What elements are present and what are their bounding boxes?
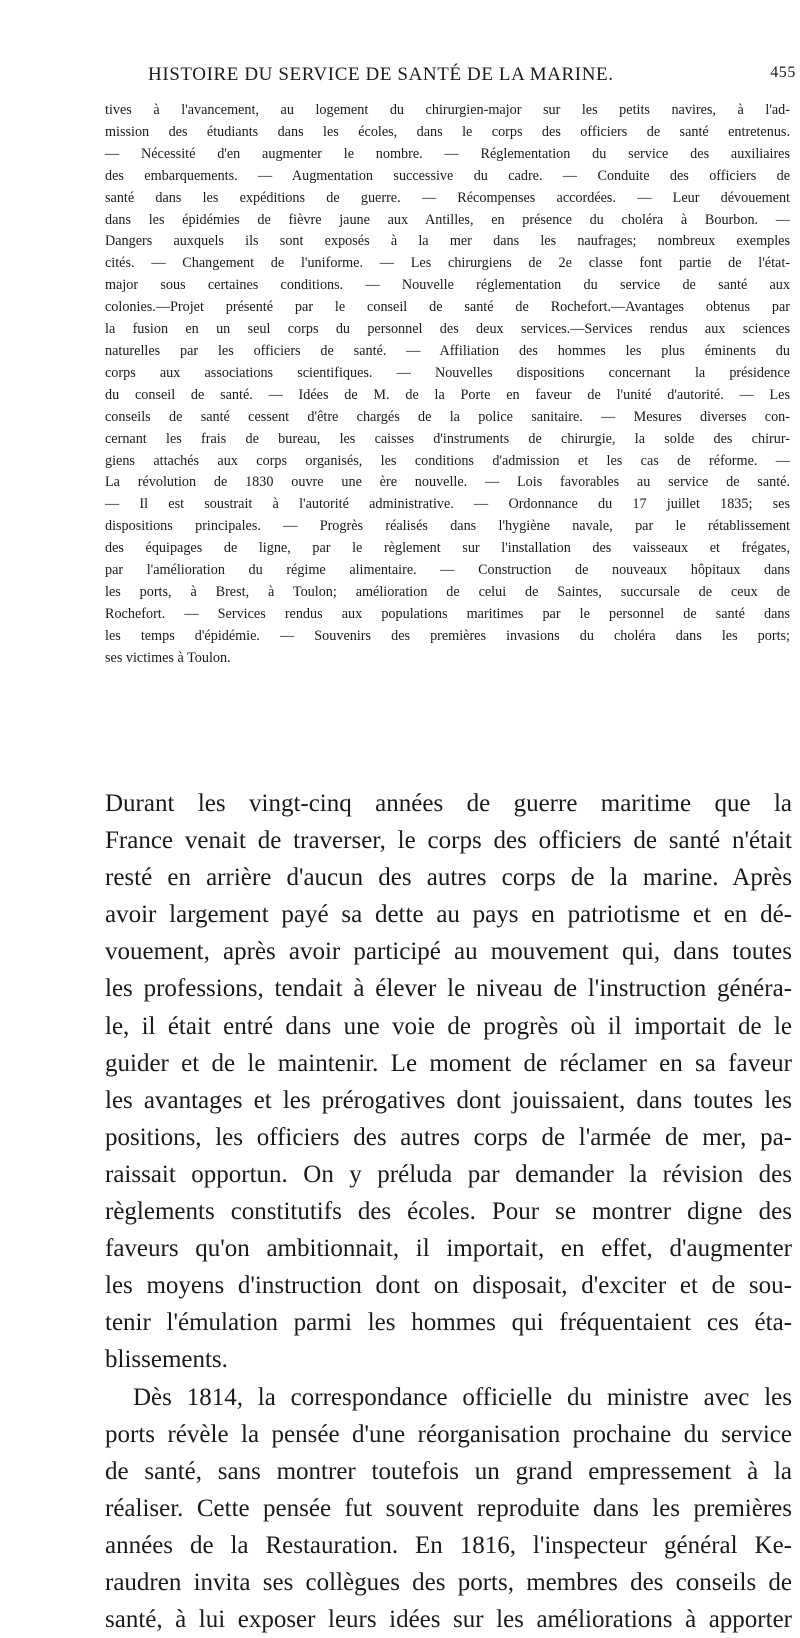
body-line: France venait de traverser, le corps des officiers de santé n'était — [105, 827, 792, 855]
body-line: positions, les officiers des autres corps de l'armée de mer, pa- — [105, 1123, 792, 1151]
summary-line: santé dans les expéditions de guerre. — Récompenses accordées. — Leur dévouement — [105, 189, 790, 206]
body-line: resté en arrière d'aucun des autres corps de la marine. Après — [105, 864, 792, 892]
body-line: ports révèle la pensée d'une réorganisation prochaine du service — [105, 1420, 792, 1448]
summary-line: les ports, à Brest, à Toulon; amélioration de celui de Saintes, succursale de ceux de — [105, 583, 790, 600]
summary-line: la fusion en un seul corps du personnel des deux services.—Services rendus aux sciences — [105, 321, 790, 338]
body-line: les professions, tendait à élever le niveau de l'instruction généra- — [105, 975, 792, 1003]
body-line: Durant les vingt-cinq années de guerre maritime que la — [105, 790, 792, 817]
summary-line: Dangers auxquels ils sont exposés à la mer dans les naufrages; nombreux exemples — [105, 233, 790, 250]
summary-line: corps aux associations scientifiques. — Nouvelles dispositions concernant la présidence — [105, 364, 790, 381]
summary-line: du conseil de santé. — Idées de M. de la Porte en faveur de l'unité d'autorité. — Les — [105, 386, 790, 403]
summary-line: cernant les frais de bureau, les caisses d'instruments de chirurgie, la solde des chirur- — [105, 430, 790, 447]
body-line: les avantages et les prérogatives dont jouissaient, dans toutes les — [105, 1086, 792, 1114]
page-number: 455 — [770, 64, 796, 81]
summary-line: colonies.—Projet présenté par le conseil de santé de Rochefort.—Avantages obtenus par — [105, 299, 790, 316]
body-line: blissements. — [105, 1346, 228, 1374]
summary-line: cités. — Changement de l'uniforme. — Les chirurgiens de 2e classe font partie de l'état- — [105, 255, 790, 272]
body-line: le, il était entré dans une voie de progrès où il importait de le — [105, 1012, 792, 1040]
body-line: années de la Restauration. En 1816, l'inspecteur général Ke- — [105, 1531, 792, 1559]
summary-line: dispositions principales. — Progrès réalisés dans l'hygiène navale, par le rétablissement — [105, 518, 790, 535]
running-head — [148, 64, 796, 90]
summary-line: — Il est soustrait à l'autorité administrative. — Ordonnance du 17 juillet 1835; ses — [105, 496, 790, 513]
summary-line: par l'amélioration du régime alimentaire. — Construction de nouveaux hôpitaux dans — [105, 562, 790, 579]
main-text — [105, 785, 792, 1638]
summary-line: giens attachés aux corps organisés, les conditions d'admission et les cas de réforme. — — [105, 452, 790, 469]
summary-line: les temps d'épidémie. — Souvenirs des premières invasions du choléra dans les ports; — [105, 627, 790, 644]
body-line: tenir l'émulation parmi les hommes qui fréquentaient ces éta- — [105, 1309, 792, 1337]
body-line: réaliser. Cette pensée fut souvent reproduite dans les premières — [105, 1494, 792, 1522]
body-line: faveurs qu'on ambitionnait, il importait, en effet, d'augmenter — [105, 1235, 792, 1263]
body-line: les moyens d'instruction dont on disposait, d'exciter et de sou- — [105, 1272, 792, 1300]
body-line: raudren invita ses collègues des ports, membres des conseils de — [105, 1568, 792, 1596]
summary-line: conseils de santé cessent d'être chargés de la police sanitaire. — Mesures diverses con- — [105, 408, 790, 425]
body-line: santé, à lui exposer leurs idées sur les améliorations à apporter — [105, 1606, 792, 1634]
body-line: règlements constitutifs des écoles. Pour se montrer digne des — [105, 1198, 792, 1226]
summary-line: naturelles par les officiers de santé. — Affiliation des hommes les plus éminents du — [105, 342, 790, 359]
summary-line: Rochefort. — Services rendus aux populations maritimes par le personnel de santé dans — [105, 605, 790, 622]
summary-line: ses victimes à Toulon. — [105, 649, 231, 666]
summary-line: La révolution de 1830 ouvre une ère nouvelle. — Lois favorables au service de santé. — [105, 474, 790, 491]
body-line: guider et de le maintenir. Le moment de réclamer en sa faveur — [105, 1049, 792, 1077]
body-line: avoir largement payé sa dette au pays en patriotisme et en dé- — [105, 901, 792, 929]
summary-line: major sous certaines conditions. — Nouvelle réglementation du service de santé aux — [105, 277, 790, 294]
summary-line: — Nécessité d'en augmenter le nombre. — Réglementation du service des auxiliaires — [105, 145, 790, 162]
body-line: raissait opportun. On y préluda par demander la révision des — [105, 1160, 792, 1188]
summary-line: des équipages de ligne, par le règlement sur l'installation des vaisseaux et frégates, — [105, 540, 790, 557]
body-line: vouement, après avoir participé au mouvement qui, dans toutes — [105, 938, 792, 966]
summary-line: tives à l'avancement, au logement du chirurgien-major sur les petits navires, à l'ad- — [105, 102, 790, 118]
body-line: Dès 1814, la correspondance officielle du ministre avec les — [133, 1383, 792, 1411]
summary-line: dans les épidémies de fièvre jaune aux Antilles, en présence du choléra à Bourbon. — — [105, 211, 790, 228]
body-line: de santé, sans montrer toutefois un grand empressement à la — [105, 1457, 792, 1485]
chapter-summary — [105, 100, 790, 670]
summary-line: des embarquements. — Augmentation successive du cadre. — Conduite des officiers de — [105, 167, 790, 184]
running-title: HISTOIRE DU SERVICE DE SANTÉ DE LA MARINE. — [148, 64, 614, 85]
summary-line: mission des étudiants dans les écoles, dans le corps des officiers de santé entretenus. — [105, 123, 790, 140]
